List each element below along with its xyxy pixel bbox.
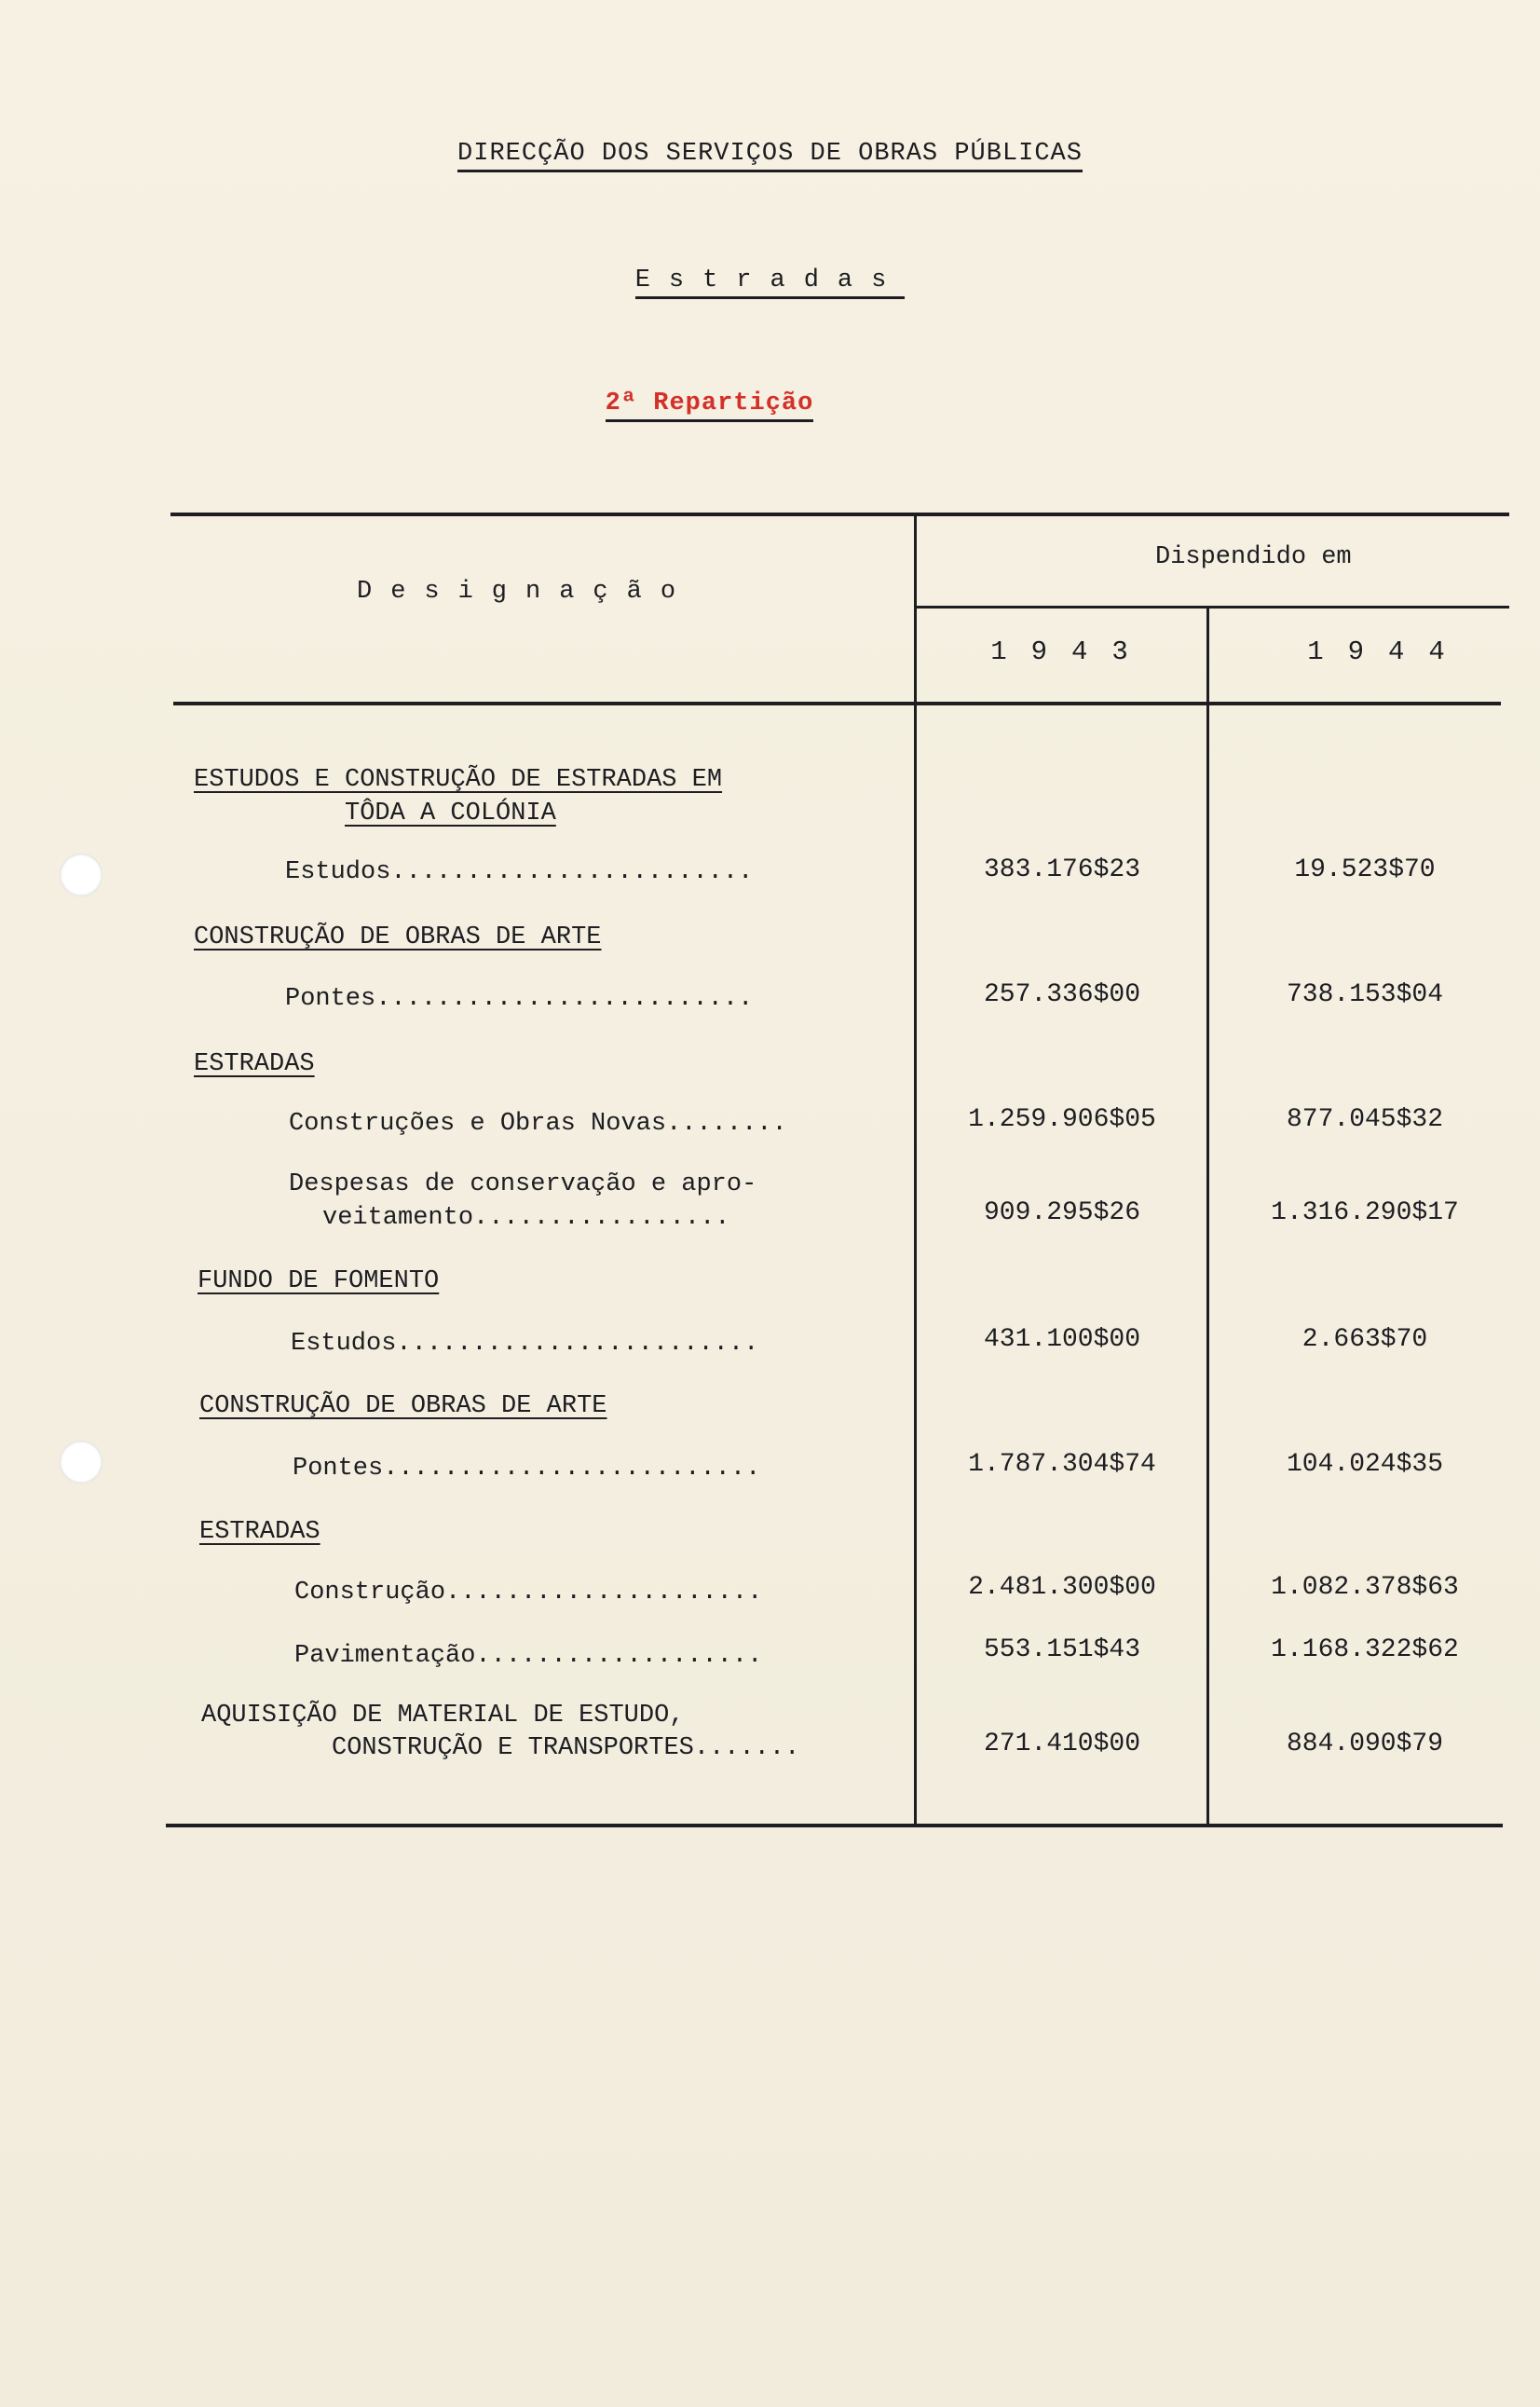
row-label: Estudos........................	[285, 858, 754, 886]
row-label: Despesas de conservação e apro-	[289, 1170, 757, 1198]
row-label: Construções e Obras Novas........	[289, 1110, 787, 1138]
row-label: AQUISIÇÃO DE MATERIAL DE ESTUDO,	[201, 1702, 685, 1730]
header-bottom-rule	[173, 702, 1501, 705]
row-value-1943: 2.481.300$00	[968, 1573, 1156, 1602]
col-divider-years	[1206, 608, 1209, 1825]
row-value-1944: 2.663$70	[1302, 1325, 1428, 1354]
row-label-cont: CONSTRUÇÃO E TRANSPORTES.......	[332, 1734, 800, 1762]
row-value-1943: 553.151$43	[983, 1635, 1141, 1664]
row-label: Pontes.........................	[285, 985, 754, 1013]
row-value-1944: 1.082.378$63	[1271, 1573, 1459, 1602]
group-heading: ESTRADAS	[194, 1050, 315, 1078]
row-value-1944: 19.523$70	[1294, 855, 1436, 884]
section-label: 2ª Repartição	[0, 390, 1479, 417]
document-title: DIRECÇÃO DOS SERVIÇOS DE OBRAS PÚBLICAS	[0, 140, 1540, 168]
row-value-1944: 104.024$35	[1286, 1450, 1444, 1479]
group-heading: CONSTRUÇÃO DE OBRAS DE ARTE	[199, 1392, 607, 1420]
year-1944-header: 1944	[1307, 636, 1469, 667]
row-value-1943: 1.787.304$74	[968, 1450, 1156, 1479]
row-value-1944: 1.316.290$17	[1271, 1198, 1459, 1227]
group-heading: FUNDO DE FOMENTO	[198, 1267, 440, 1295]
row-label: Construção.....................	[294, 1579, 763, 1607]
row-value-1943: 909.295$26	[983, 1198, 1141, 1227]
group-heading: CONSTRUÇÃO DE OBRAS DE ARTE	[194, 923, 602, 951]
table-top-rule	[170, 513, 1509, 516]
row-label-cont: veitamento.................	[322, 1204, 730, 1232]
row-value-1944: 1.168.322$62	[1271, 1635, 1459, 1664]
year-1943-header: 1943	[990, 636, 1152, 667]
row-label: Pavimentação...................	[294, 1642, 763, 1670]
row-label: Pontes.........................	[293, 1455, 761, 1483]
row-value-1943: 1.259.906$05	[968, 1105, 1156, 1134]
row-value-1944: 877.045$32	[1286, 1105, 1444, 1134]
table-bottom-rule	[166, 1824, 1503, 1827]
row-value-1943: 271.410$00	[983, 1730, 1141, 1758]
row-value-1944: 884.090$79	[1286, 1730, 1444, 1758]
header-split-rule	[916, 606, 1509, 609]
row-value-1943: 257.336$00	[983, 980, 1141, 1009]
col-divider-designation	[914, 513, 917, 1826]
spent-header: Dispendido em	[1155, 543, 1352, 571]
document-subtitle: Estradas	[0, 267, 1540, 294]
punch-hole-top	[60, 854, 102, 896]
group-heading-cont: TÔDA A COLÓNIA	[345, 800, 556, 827]
row-value-1944: 738.153$04	[1286, 980, 1444, 1009]
row-value-1943: 431.100$00	[983, 1325, 1141, 1354]
group-heading: ESTRADAS	[199, 1518, 320, 1546]
group-heading: ESTUDOS E CONSTRUÇÃO DE ESTRADAS EM	[194, 766, 723, 794]
row-value-1943: 383.176$23	[983, 855, 1141, 884]
punch-hole-bottom	[60, 1441, 102, 1484]
designation-header: Designação	[357, 578, 695, 606]
row-label: Estudos........................	[291, 1330, 759, 1358]
